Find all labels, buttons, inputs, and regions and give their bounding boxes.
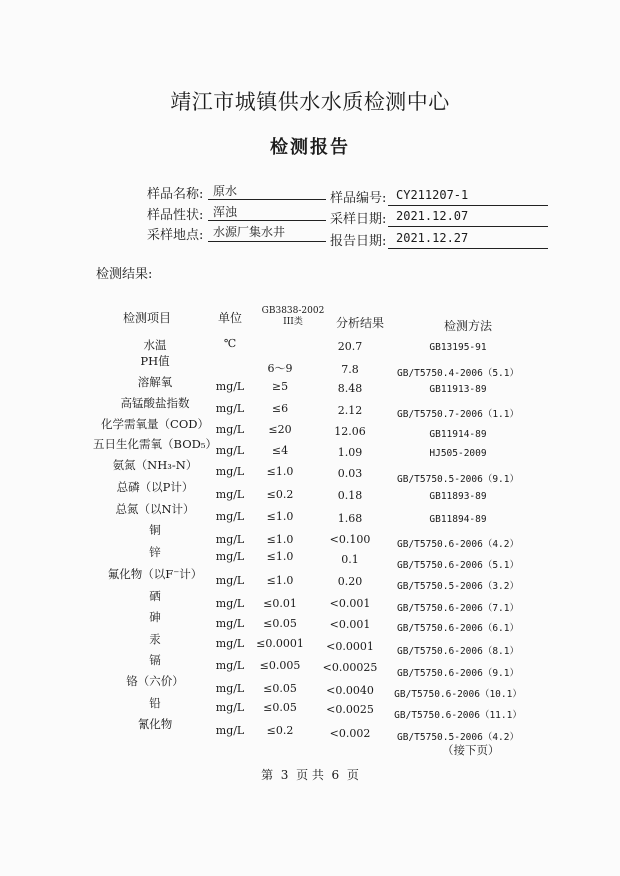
cell-method: GB11894-89: [429, 514, 487, 525]
cell-result: <0.002: [329, 727, 371, 740]
cell-result: 1.09: [337, 446, 363, 459]
cell-unit: mg/L: [215, 682, 245, 695]
cell-item: 硒: [149, 589, 161, 603]
cell-method: GB/T5750.4-2006（5.1）: [397, 368, 519, 379]
cell-unit: mg/L: [215, 550, 245, 563]
report-title: 检测报告: [270, 137, 350, 158]
cell-standard: ≤1.0: [266, 533, 294, 546]
sample-code-label: 样品编号:: [330, 191, 387, 206]
sample-code-value: CY211207-1: [396, 188, 469, 202]
sampling-place-underline: [208, 241, 326, 242]
cell-standard: ≥5: [271, 380, 289, 393]
cell-method: GB/T5750.5-2006（3.2）: [397, 581, 519, 592]
cell-item: 总氮（以N计）: [115, 502, 195, 516]
cell-result: 8.48: [337, 382, 363, 395]
cell-method: GB/T5750.5-2006（4.2）: [397, 732, 519, 743]
header-result: 分析结果: [336, 316, 385, 330]
sampling-date-underline: [388, 226, 548, 227]
page-footer: [0, 766, 620, 783]
cell-result: 20.7: [337, 340, 363, 353]
cell-item: PH值: [140, 354, 170, 368]
cell-method: GB11914-89: [429, 429, 487, 440]
sampling-place-label: 采样地点:: [147, 228, 204, 243]
cell-unit: ℃: [223, 337, 237, 350]
cell-item: 高锰酸盐指数: [120, 396, 190, 410]
continue-note: （接下页）: [442, 743, 500, 757]
cell-standard: ≤0.2: [266, 488, 294, 501]
cell-standard: ≤1.0: [266, 550, 294, 563]
cell-item: 水温: [143, 338, 167, 352]
sample-code-underline: [388, 205, 548, 206]
cell-method: HJ505-2009: [429, 448, 487, 459]
page-mid: 页 共: [296, 768, 324, 782]
cell-item: 总磷（以P计）: [116, 480, 194, 494]
cell-unit: mg/L: [215, 402, 245, 415]
cell-result: <0.0040: [326, 684, 374, 697]
cell-method: GB13195-91: [429, 342, 487, 353]
cell-unit: mg/L: [215, 380, 245, 393]
cell-result: <0.001: [329, 618, 371, 631]
cell-result: 0.1: [341, 553, 359, 566]
cell-result: 12.06: [334, 425, 366, 438]
cell-standard: ≤6: [271, 402, 289, 415]
cell-standard: ≤0.0001: [256, 637, 304, 650]
sampling-date-label: 采样日期:: [330, 212, 387, 227]
cell-unit: mg/L: [215, 724, 245, 737]
cell-method: GB/T5750.6-2006（7.1）: [397, 603, 519, 614]
cell-result: <0.001: [329, 597, 371, 610]
organization-title: 靖江市城镇供水水质检测中心: [170, 90, 450, 114]
cell-unit: mg/L: [215, 444, 245, 457]
sample-state-value: 浑浊: [213, 205, 238, 219]
sample-name-label: 样品名称:: [147, 187, 204, 202]
cell-unit: mg/L: [215, 510, 245, 523]
header-unit: 单位: [218, 311, 243, 325]
cell-standard: ≤4: [271, 444, 289, 457]
cell-method: GB/T5750.7-2006（1.1）: [397, 409, 519, 420]
sampling-place-value: 水源厂集水井: [213, 225, 286, 239]
cell-item: 氟化物（以F⁻计）: [107, 567, 203, 581]
cell-item: 镉: [149, 653, 161, 667]
cell-unit: mg/L: [215, 488, 245, 501]
cell-unit: mg/L: [215, 617, 245, 630]
cell-result: <0.100: [329, 533, 371, 546]
cell-standard: ≤0.01: [263, 597, 297, 610]
page-total: 6: [331, 768, 340, 782]
cell-standard: ≤20: [268, 423, 292, 436]
cell-method: GB/T5750.6-2006（8.1）: [397, 646, 519, 657]
cell-unit: mg/L: [215, 574, 245, 587]
cell-standard: ≤0.005: [259, 659, 301, 672]
cell-item: 铬（六价）: [126, 674, 184, 688]
cell-result: 0.18: [337, 489, 363, 502]
cell-item: 砷: [149, 610, 161, 624]
cell-standard: ≤1.0: [266, 510, 294, 523]
sample-state-underline: [208, 220, 326, 221]
cell-item: 铅: [149, 696, 161, 710]
cell-standard: 6～9: [267, 362, 293, 375]
cell-result: 1.68: [337, 512, 363, 525]
page-prefix: 第: [261, 768, 274, 782]
cell-method: GB/T5750.5-2006（9.1）: [397, 474, 519, 485]
cell-standard: ≤0.2: [266, 724, 294, 737]
cell-method: GB/T5750.6-2006（9.1）: [397, 668, 519, 679]
header-standard-line2: III类: [283, 317, 303, 327]
cell-method: GB11913-89: [429, 384, 487, 395]
cell-item: 汞: [149, 632, 161, 646]
sample-name-underline: [208, 199, 326, 200]
cell-unit: mg/L: [215, 659, 245, 672]
sample-name-value: 原水: [213, 184, 238, 198]
page-suffix: 页: [346, 768, 359, 782]
cell-unit: mg/L: [215, 701, 245, 714]
cell-item: 化学需氧量（COD）: [101, 417, 209, 431]
cell-item: 铜: [149, 523, 161, 537]
cell-item: 氰化物: [137, 717, 173, 731]
cell-unit: mg/L: [215, 637, 245, 650]
page-number: 3: [280, 768, 289, 782]
report-date-label: 报告日期:: [330, 234, 387, 249]
cell-method: GB11893-89: [429, 491, 487, 502]
cell-standard: ≤0.05: [263, 617, 297, 630]
cell-result: 2.12: [337, 404, 363, 417]
cell-item: 氨氮（NH₃-N）: [112, 458, 198, 472]
sample-state-label: 样品性状:: [147, 208, 204, 223]
cell-standard: ≤1.0: [266, 465, 294, 478]
cell-result: 0.20: [337, 575, 363, 588]
cell-item: 锌: [149, 545, 161, 559]
cell-method: GB/T5750.6-2006（10.1）: [394, 689, 522, 700]
cell-item: 溶解氧: [137, 375, 173, 389]
cell-unit: mg/L: [215, 465, 245, 478]
cell-item: 五日生化需氧（BOD₅）: [93, 437, 217, 451]
cell-unit: mg/L: [215, 533, 245, 546]
cell-result: 7.8: [341, 363, 359, 376]
cell-method: GB/T5750.6-2006（11.1）: [394, 710, 522, 721]
cell-result: <0.00025: [322, 661, 378, 674]
cell-unit: mg/L: [215, 597, 245, 610]
results-label: 检测结果:: [96, 267, 153, 282]
report-date-underline: [388, 248, 548, 249]
cell-standard: ≤1.0: [266, 574, 294, 587]
header-item: 检测项目: [123, 311, 172, 325]
header-method: 检测方法: [444, 319, 493, 333]
header-standard-line1: GB3838-2002: [261, 306, 325, 316]
header-standard: [258, 306, 328, 328]
cell-method: GB/T5750.6-2006（4.2）: [397, 539, 519, 550]
cell-result: <0.0025: [326, 703, 374, 716]
report-date-value: 2021.12.27: [396, 231, 469, 245]
sampling-date-value: 2021.12.07: [396, 209, 469, 223]
cell-standard: ≤0.05: [263, 682, 297, 695]
cell-method: GB/T5750.6-2006（5.1）: [397, 560, 519, 571]
cell-method: GB/T5750.6-2006（6.1）: [397, 623, 519, 634]
cell-standard: ≤0.05: [263, 701, 297, 714]
cell-unit: mg/L: [215, 423, 245, 436]
cell-result: 0.03: [337, 467, 363, 480]
cell-result: <0.0001: [326, 640, 374, 653]
